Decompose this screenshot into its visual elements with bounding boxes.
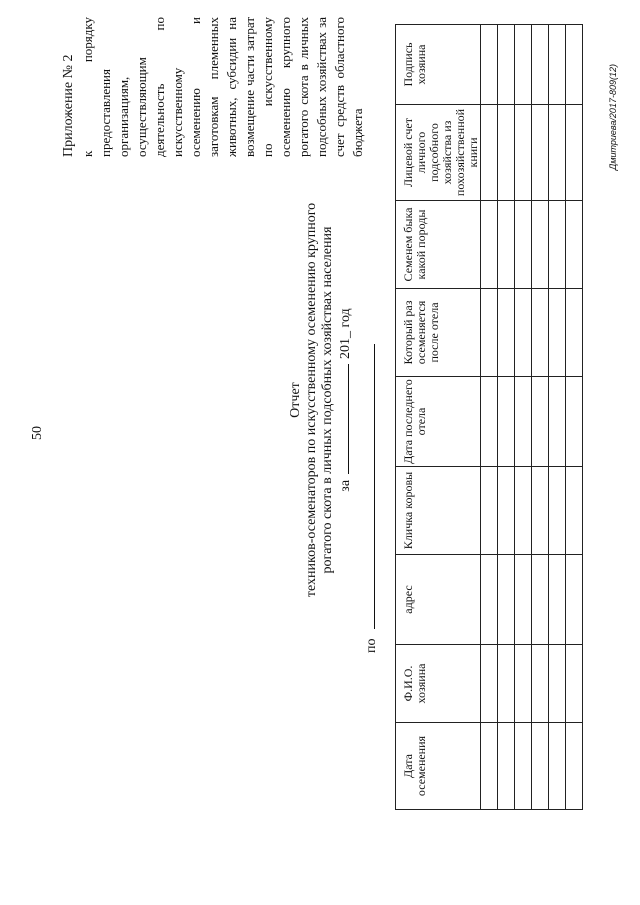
table-row <box>549 25 566 810</box>
table-cell[interactable] <box>549 289 566 377</box>
table-cell[interactable] <box>481 105 498 201</box>
report-period <box>336 0 354 805</box>
table-cell[interactable] <box>549 555 566 645</box>
table-row <box>498 25 515 810</box>
table-cell[interactable] <box>532 723 549 810</box>
column-header: Ф.И.О. хозяина <box>396 645 481 723</box>
table-cell[interactable] <box>532 201 549 289</box>
column-header: адрес <box>396 555 481 645</box>
column-header: Который раз осеменяется после отела <box>396 289 481 377</box>
column-header: Семенем быка какой породы <box>396 201 481 289</box>
table-cell[interactable] <box>481 645 498 723</box>
table-cell[interactable] <box>532 289 549 377</box>
table-cell[interactable] <box>481 289 498 377</box>
report-title: Отчет <box>288 382 303 418</box>
appendix-heading: Приложение № 2 <box>61 54 76 157</box>
column-header: Дата осеменения <box>396 723 481 810</box>
table-cell[interactable] <box>566 645 583 723</box>
table-cell[interactable] <box>549 201 566 289</box>
report-table <box>395 24 583 810</box>
period-prefix: за <box>338 479 353 492</box>
table-row <box>566 25 583 810</box>
table-cell[interactable] <box>481 201 498 289</box>
table-cell[interactable] <box>549 25 566 105</box>
table-cell[interactable] <box>481 723 498 810</box>
table-cell[interactable] <box>566 25 583 105</box>
table-header-row <box>396 25 481 810</box>
table-cell[interactable] <box>566 289 583 377</box>
table-cell[interactable] <box>532 645 549 723</box>
table-row <box>481 25 498 810</box>
table-cell[interactable] <box>515 105 532 201</box>
table-cell[interactable] <box>566 377 583 467</box>
table-cell[interactable] <box>549 377 566 467</box>
table-cell[interactable] <box>515 555 532 645</box>
table-row <box>515 25 532 810</box>
table-cell[interactable] <box>498 645 515 723</box>
document-stamp: Дмитриева/2017-809(12) <box>608 64 618 170</box>
table-cell[interactable] <box>498 25 515 105</box>
report-subtitle-line-2: рогатого скота в личных подсобных хозяйствах населения <box>320 226 335 574</box>
table-cell[interactable] <box>549 645 566 723</box>
po-label: по <box>364 638 379 653</box>
page-number: 50 <box>30 426 45 440</box>
table-cell[interactable] <box>481 25 498 105</box>
column-header: Дата последнего отела <box>396 377 481 467</box>
appendix-text: к порядку предоставления организациям, осуществляющим деятельность по искусственному осеменению и заготовкам племенных животных, субсидии на возмещение части затрат по искусственному осеменению крупного рогатого скота в личных подсобных хозяйствах за счет средств областного бюджета <box>80 17 365 157</box>
table-cell[interactable] <box>498 723 515 810</box>
table-cell[interactable] <box>532 105 549 201</box>
table-cell[interactable] <box>566 723 583 810</box>
table-cell[interactable] <box>498 105 515 201</box>
table-row <box>532 25 549 810</box>
table-cell[interactable] <box>481 377 498 467</box>
po-row <box>362 344 380 653</box>
po-blank-line <box>362 344 375 629</box>
table-cell[interactable] <box>515 201 532 289</box>
table-cell[interactable] <box>566 201 583 289</box>
column-header: Подпись хозяина <box>396 25 481 105</box>
table-cell[interactable] <box>481 555 498 645</box>
table-cell[interactable] <box>498 201 515 289</box>
table-cell[interactable] <box>515 289 532 377</box>
column-header: Лицевой счет личного подсобного хозяйства из похозяйственной книги <box>396 105 481 201</box>
table-cell[interactable] <box>515 377 532 467</box>
table-cell[interactable] <box>566 105 583 201</box>
period-blank-line <box>336 364 349 474</box>
table-cell[interactable] <box>549 723 566 810</box>
table-cell[interactable] <box>532 377 549 467</box>
table-cell[interactable] <box>515 723 532 810</box>
table-cell[interactable] <box>532 25 549 105</box>
table-cell[interactable] <box>532 555 549 645</box>
table-cell[interactable] <box>481 467 498 555</box>
table-cell[interactable] <box>498 289 515 377</box>
table-cell[interactable] <box>549 105 566 201</box>
table-cell[interactable] <box>498 555 515 645</box>
table-cell[interactable] <box>515 645 532 723</box>
table-cell[interactable] <box>549 467 566 555</box>
table-cell[interactable] <box>498 377 515 467</box>
table-cell[interactable] <box>566 467 583 555</box>
table-cell[interactable] <box>515 25 532 105</box>
table-cell[interactable] <box>498 467 515 555</box>
table-cell[interactable] <box>515 467 532 555</box>
report-subtitle-line-1: техников-осеменаторов по искусственному осеменению крупного <box>304 202 319 598</box>
table-cell[interactable] <box>532 467 549 555</box>
period-suffix: 201_ год <box>338 308 353 359</box>
report-title-block <box>288 0 354 805</box>
table-cell[interactable] <box>566 555 583 645</box>
table-body <box>481 25 583 810</box>
column-header: Кличка коровы <box>396 467 481 555</box>
